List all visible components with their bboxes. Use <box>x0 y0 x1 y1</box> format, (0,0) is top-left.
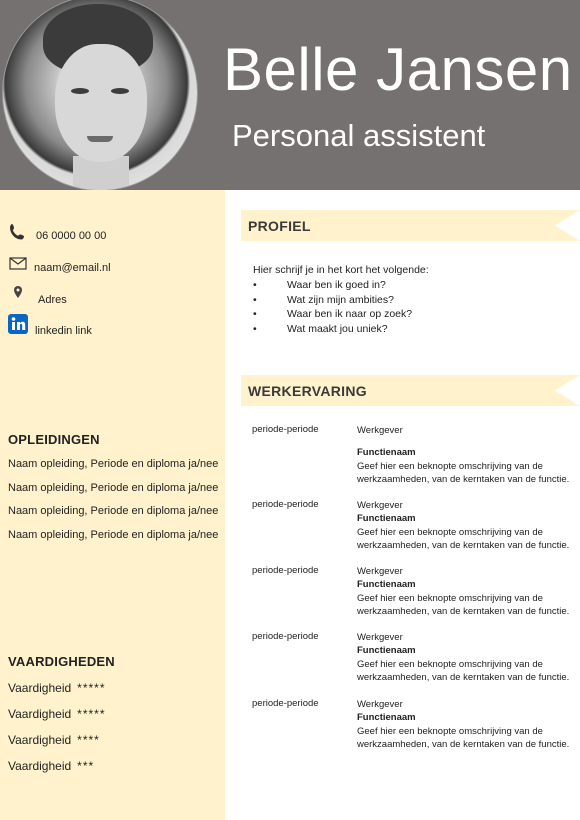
email-text: naam@email.nl <box>34 262 111 274</box>
education-item: Naam opleiding, Periode en diploma ja/nee <box>8 482 219 494</box>
job-function: Functienaam <box>357 513 416 525</box>
skill-label: Vaardigheid <box>8 681 72 695</box>
job-function: Functienaam <box>357 579 416 591</box>
skill-stars: ***** <box>77 681 106 695</box>
education-item: Naam opleiding, Periode en diploma ja/nee <box>8 505 219 517</box>
experience-title: WERKERVARING <box>248 383 367 399</box>
job-description: Geef hier een beknopte omschrijving van de werkzaamheden, van de kerntaken van de functie. <box>357 460 570 485</box>
candidate-name: Belle Jansen <box>223 36 573 103</box>
contact-linkedin[interactable] <box>0 314 225 336</box>
job-employer: Werkgever <box>357 425 403 436</box>
job-function: Functienaam <box>357 645 416 657</box>
skill-stars: ***** <box>77 707 106 721</box>
address-text: Adres <box>38 294 67 306</box>
linkedin-icon[interactable] <box>8 314 28 334</box>
contact-phone <box>0 222 225 244</box>
job-function: Functienaam <box>357 447 416 459</box>
skill-label: Vaardigheid <box>8 707 72 721</box>
job-function: Functienaam <box>357 712 416 724</box>
job-description: Geef hier een beknopte omschrijving van de werkzaamheden, van de kerntaken van de functie. <box>357 658 570 683</box>
education-item: Naam opleiding, Periode en diploma ja/nee <box>8 529 219 541</box>
skill-item <box>8 733 100 747</box>
profile-photo <box>2 0 198 191</box>
envelope-icon <box>8 254 28 274</box>
profile-bullet: • Waar ben ik naar op zoek? <box>253 307 412 322</box>
location-pin-icon <box>8 284 28 304</box>
job-employer: Werkgever <box>357 566 403 577</box>
education-item: Naam opleiding, Periode en diploma ja/nee <box>8 458 219 470</box>
skills-title: VAARDIGHEDEN <box>8 654 115 669</box>
skill-item <box>8 707 106 721</box>
profile-bullet: • Wat zijn mijn ambities? <box>253 293 412 308</box>
job-title: Personal assistent <box>232 118 486 153</box>
skill-label: Vaardigheid <box>8 733 72 747</box>
skill-item <box>8 759 94 773</box>
education-title: OPLEIDINGEN <box>8 432 100 447</box>
job-period: periode-periode <box>252 565 319 576</box>
profile-title: PROFIEL <box>248 218 311 234</box>
experience-banner <box>241 375 580 406</box>
job-period: periode-periode <box>252 499 319 510</box>
contact-email <box>0 254 225 276</box>
linkedin-text[interactable]: linkedin link <box>35 325 92 337</box>
job-description: Geef hier een beknopte omschrijving van de werkzaamheden, van de kerntaken van de functie. <box>357 725 570 750</box>
profile-intro: Hier schrijf je in het kort het volgende: <box>253 264 429 276</box>
skill-stars: **** <box>77 733 100 747</box>
job-employer: Werkgever <box>357 500 403 511</box>
job-employer: Werkgever <box>357 632 403 643</box>
job-description: Geef hier een beknopte omschrijving van de werkzaamheden, van de kerntaken van de functie. <box>357 526 570 551</box>
job-description: Geef hier een beknopte omschrijving van de werkzaamheden, van de kerntaken van de functie. <box>357 592 570 617</box>
profile-bullets <box>253 278 412 336</box>
skill-item <box>8 681 106 695</box>
job-period: periode-periode <box>252 424 319 435</box>
phone-text: 06 0000 00 00 <box>36 230 107 242</box>
job-employer: Werkgever <box>357 699 403 710</box>
skill-label: Vaardigheid <box>8 759 72 773</box>
profile-bullet: • Wat maakt jou uniek? <box>253 322 412 337</box>
job-period: periode-periode <box>252 698 319 709</box>
contact-address <box>0 284 225 306</box>
job-period: periode-periode <box>252 631 319 642</box>
profile-bullet: • Waar ben ik goed in? <box>253 278 412 293</box>
profile-banner <box>241 210 580 241</box>
phone-icon <box>8 222 28 242</box>
skill-stars: *** <box>77 759 95 773</box>
header <box>0 0 580 190</box>
